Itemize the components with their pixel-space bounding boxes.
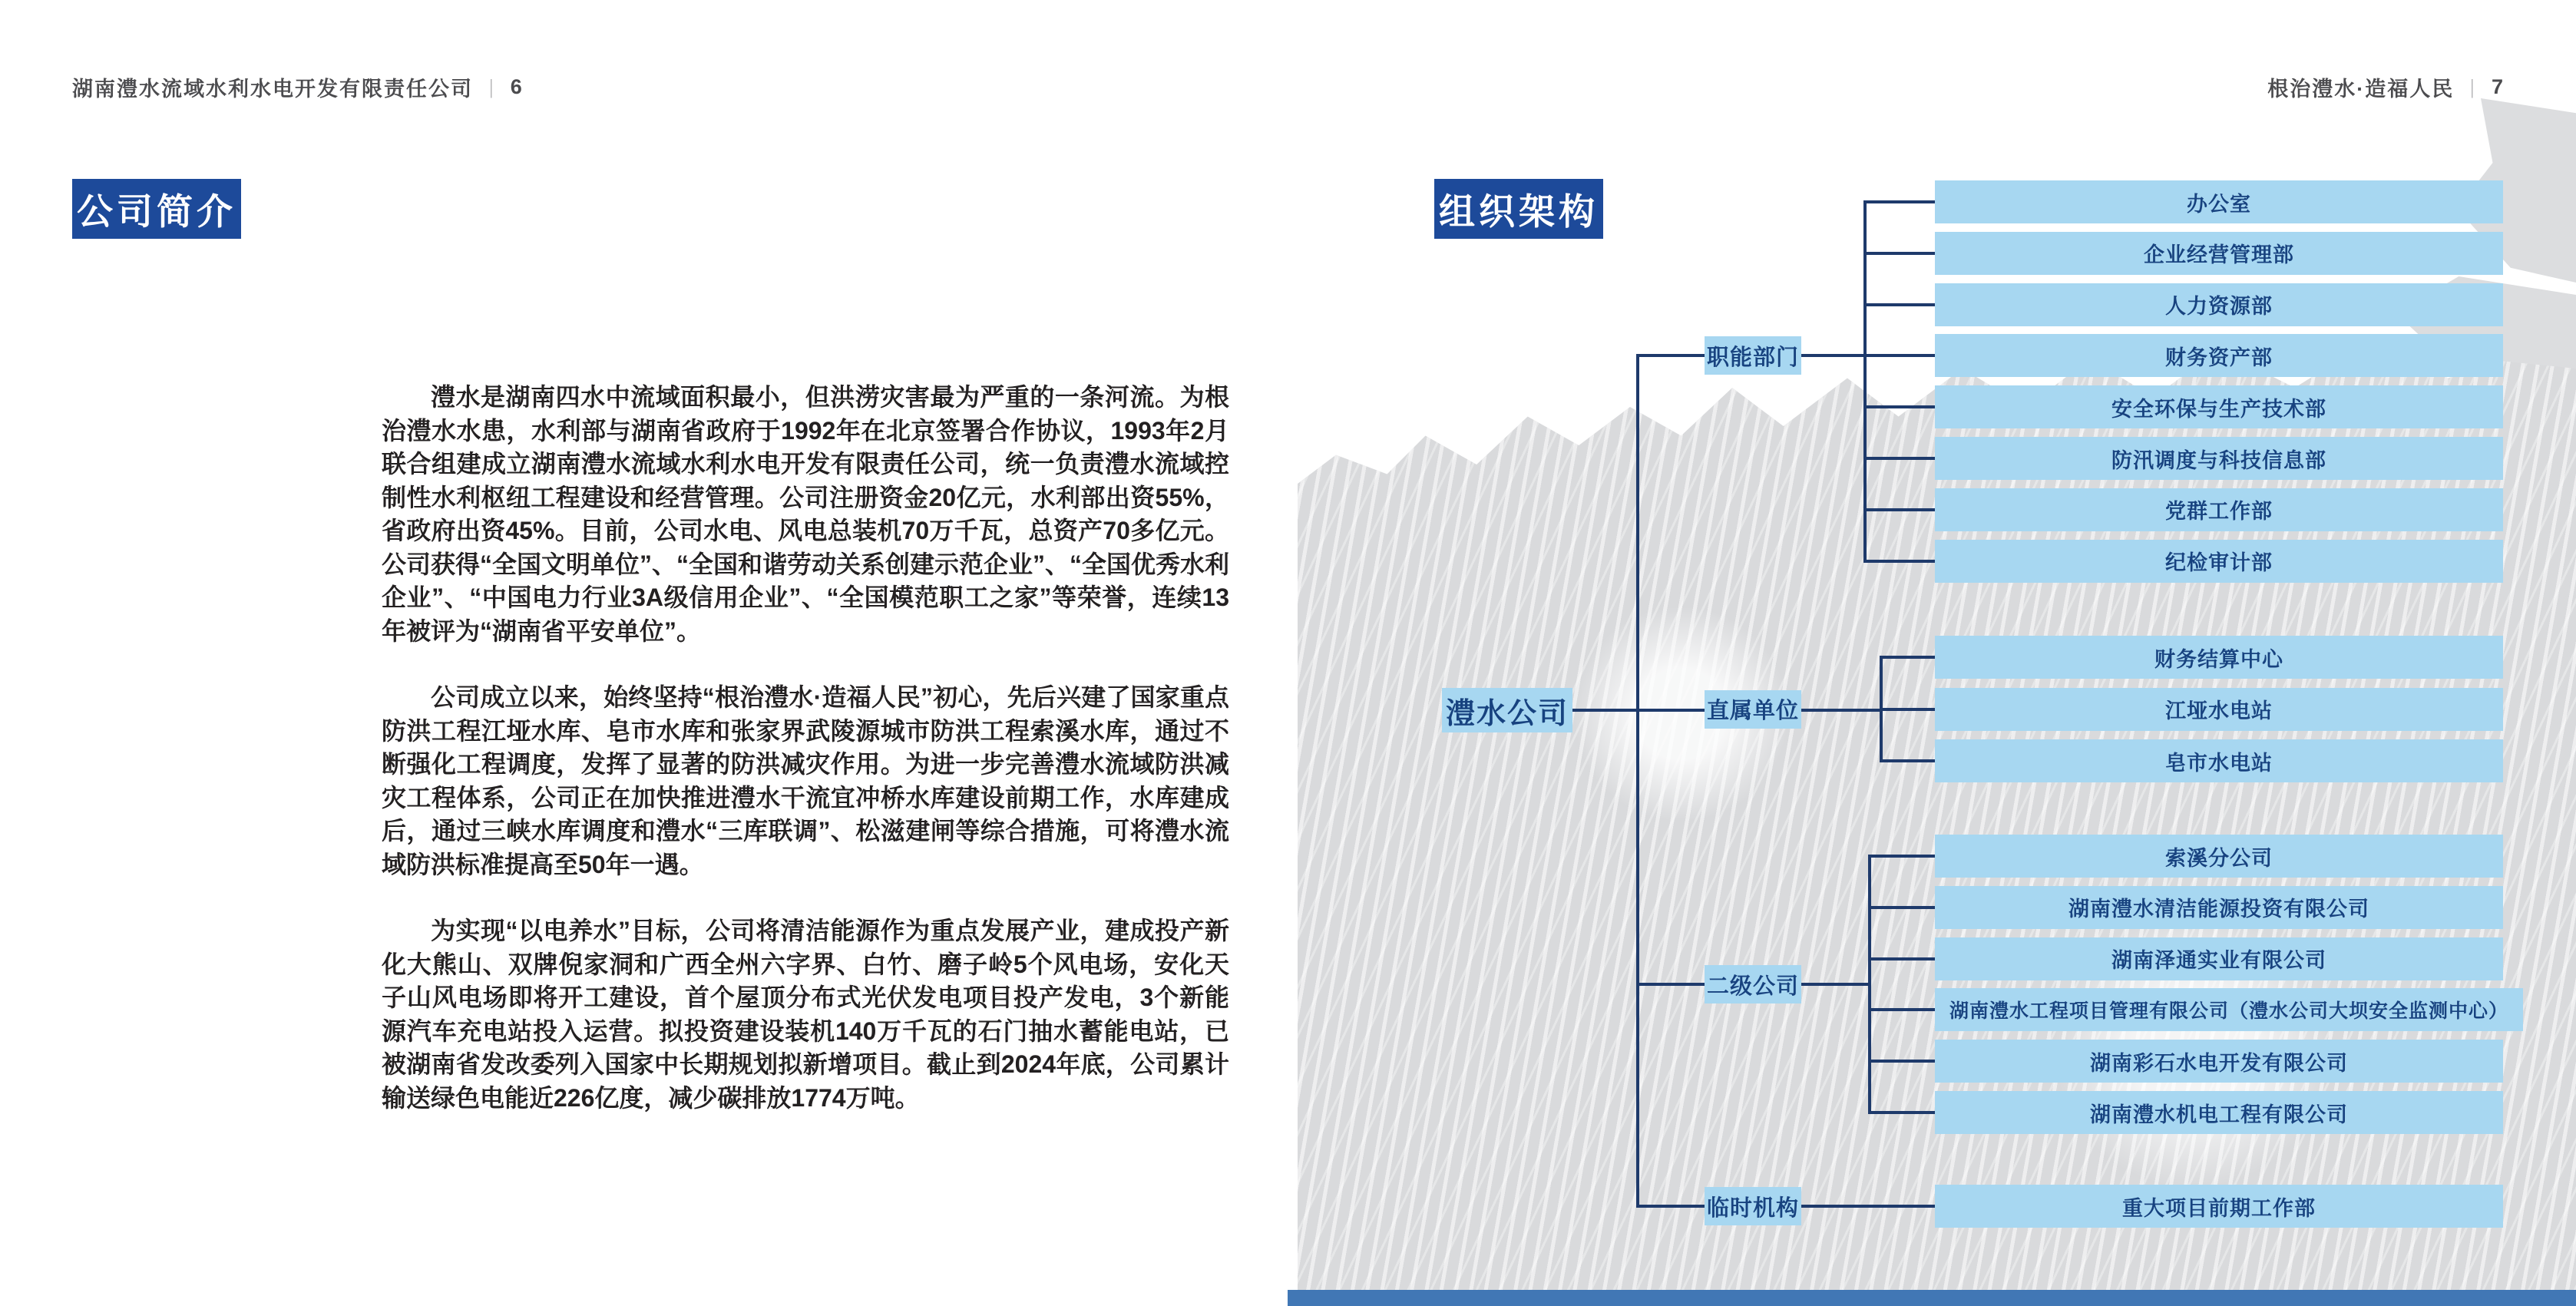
org-dept-box: 索溪分公司 bbox=[1935, 835, 2503, 878]
intro-paragraph: 为实现“以电养水”目标，公司将清洁能源作为重点发展产业，建成投产新化大熊山、双牌倪家洞和广西全州六字界、白竹、磨子岭5个风电场，安化天子山风电场即将开工建设，首个屋顶分布式光伏发电项目投产发电，3个新能源汽车充电站投入运营。拟投资建设装机140万千瓦的石门抽水蓄能电站，已被湖南省发改委列入国家中长期规划拟新增项目。截止到2024年底，公司累计输送绿色电能近226亿度，减少碳排放1774万吨。 bbox=[382, 917, 1229, 1112]
org-dept-box: 湖南澧水清洁能源投资有限公司 bbox=[1935, 886, 2503, 929]
intro-paragraph: 公司成立以来，始终坚持“根治澧水·造福人民”初心，先后兴建了国家重点防洪工程江垭水库、皂市水库和张家界武陵源城市防洪工程索溪水库，通过不断强化工程调度，发挥了显著的防洪减灾作用。为进一步完善澧水流域防洪减灾工程体系，公司正在加快推进澧水干流宜冲桥水库建设前期工作，水库建成后，通过三峡水库调度和澧水“三库联调”、松滋建闸等综合措施，可将澧水流域防洪标准提高至50年一遇。 bbox=[382, 683, 1229, 878]
section-title-org-structure bbox=[1434, 179, 1603, 239]
org-dept-box: 办公室 bbox=[1935, 180, 2503, 223]
org-dept-box: 皂市水电站 bbox=[1935, 739, 2503, 782]
org-connector-h bbox=[1870, 1060, 1935, 1063]
org-connector-h bbox=[1865, 405, 1935, 408]
org-connector-v bbox=[1636, 354, 1639, 1208]
org-node-box: 临时机构 bbox=[1705, 1187, 1801, 1225]
page-number-left: 6 bbox=[510, 75, 524, 98]
header-divider: | bbox=[2470, 75, 2475, 98]
org-connector-h bbox=[1865, 457, 1935, 460]
org-connector-h bbox=[1870, 957, 1935, 960]
org-dept-box: 企业经营管理部 bbox=[1935, 232, 2503, 275]
intro-paragraph: 澧水是湖南四水中流域面积最小，但洪涝灾害最为严重的一条河流。为根治澧水水患，水利部与湖南省政府于1992年在北京签署合作协议，1993年2月联合组建成立湖南澧水流域水利水电开发有限责任公司，统一负责澧水流域控制性水利枢纽工程建设和经营管理。公司注册资金20亿元，水利部出资55%，省政府出资45%。目前，公司水电、风电总装机70万千瓦，总资产70多亿元。公司获得“全国文明单位”、“全国和谐劳动关系创建示范企业”、“全国优秀水利企业”、“中国电力行业3A级信用企业”、“全国模范职工之家”等荣誉，连续13年被评为“湖南省平安单位”。 bbox=[382, 383, 1230, 645]
org-connector-h bbox=[1865, 252, 1935, 255]
org-dept-box: 防汛调度与科技信息部 bbox=[1935, 437, 2503, 480]
org-root-box: 澧水公司 bbox=[1442, 688, 1572, 732]
org-connector-h bbox=[1865, 560, 1935, 563]
header-right bbox=[2267, 72, 2505, 102]
slogan: 根治澧水·造福人民 bbox=[2267, 78, 2455, 101]
section-title-company-intro bbox=[72, 179, 241, 239]
section-title-text: 公司简介 bbox=[77, 190, 236, 232]
company-intro-text bbox=[382, 381, 1229, 1148]
org-dept-box: 湖南澧水工程项目管理有限公司（澧水公司大坝安全监测中心） bbox=[1935, 988, 2523, 1031]
org-connector-h bbox=[1870, 906, 1935, 909]
org-connector-h bbox=[1881, 708, 1935, 711]
header-left bbox=[72, 72, 524, 102]
org-connector-h bbox=[1865, 354, 1935, 357]
org-connector-h bbox=[1870, 1008, 1935, 1011]
org-connector-h bbox=[1865, 303, 1935, 306]
page-number-right: 7 bbox=[2491, 75, 2505, 98]
org-dept-box: 安全环保与生产技术部 bbox=[1935, 385, 2503, 428]
org-node-box: 二级公司 bbox=[1705, 965, 1801, 1003]
org-dept-box: 党群工作部 bbox=[1935, 488, 2503, 531]
page-bottom-accent-bar bbox=[1288, 1290, 2576, 1306]
org-connector-h bbox=[1881, 656, 1935, 659]
org-connector-h bbox=[1881, 759, 1935, 762]
org-node-box: 职能部门 bbox=[1705, 336, 1801, 375]
header-divider: | bbox=[489, 75, 494, 98]
org-dept-box: 重大项目前期工作部 bbox=[1935, 1185, 2503, 1228]
company-name: 湖南澧水流域水利水电开发有限责任公司 bbox=[72, 78, 473, 101]
section-title-text: 组织架构 bbox=[1439, 190, 1599, 232]
org-dept-box: 人力资源部 bbox=[1935, 283, 2503, 326]
org-connector-h bbox=[1870, 855, 1935, 858]
org-dept-box: 财务资产部 bbox=[1935, 334, 2503, 377]
org-node-box: 直属单位 bbox=[1705, 690, 1801, 729]
org-connector-v bbox=[1868, 855, 1871, 1114]
org-connector-h bbox=[1865, 200, 1935, 203]
org-dept-box: 湖南彩石水电开发有限公司 bbox=[1935, 1040, 2503, 1083]
org-dept-box: 湖南澧水机电工程有限公司 bbox=[1935, 1091, 2503, 1134]
org-dept-box: 湖南泽通实业有限公司 bbox=[1935, 937, 2503, 980]
org-dept-box: 财务结算中心 bbox=[1935, 636, 2503, 679]
org-connector-h bbox=[1870, 1111, 1935, 1114]
org-dept-box: 纪检审计部 bbox=[1935, 540, 2503, 583]
org-dept-box: 江垭水电站 bbox=[1935, 688, 2503, 731]
org-connector-h bbox=[1865, 508, 1935, 511]
